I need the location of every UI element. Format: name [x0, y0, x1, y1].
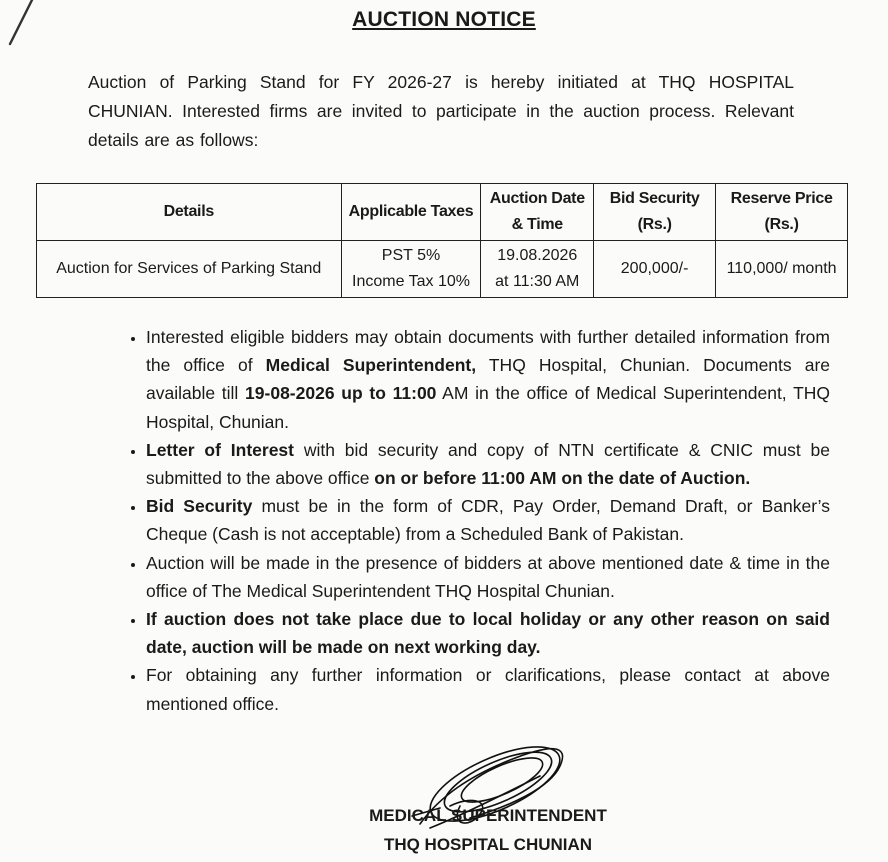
header-security-line1: Bid Security [609, 190, 700, 207]
condition-bold-text: Medical Superintendent, [265, 355, 477, 376]
conditions-list [110, 323, 830, 718]
condition-bold-text: Letter of Interest [146, 439, 294, 460]
header-details: Details [37, 184, 342, 241]
auction-details-table [36, 183, 848, 298]
header-date-line2: & Time [511, 216, 563, 233]
cell-details: Auction for Services of Parking Stand [37, 241, 342, 298]
list-item [146, 323, 830, 436]
list-item [146, 661, 830, 717]
condition-text: with bid security and copy of NTN certificate & CNIC must be submitted to the above office [146, 439, 831, 489]
header-reserve-price [716, 184, 848, 241]
header-bid-security [594, 184, 716, 241]
signatory-designation: MEDICAL SUPERINTENDENT [369, 806, 607, 825]
auction-time: at 11:30 AM [495, 273, 580, 290]
cell-reserve-price: 110,000/ month [716, 241, 848, 298]
condition-bold-text: 19-08-2026 up to 11:00 [245, 383, 437, 404]
table-row [37, 241, 848, 298]
header-auction-date [481, 184, 594, 241]
cell-date-time [481, 241, 594, 298]
condition-bold-text: on or before 11:00 AM on the date of Auction. [374, 468, 751, 489]
condition-text: THQ Hospital, Chunian. Documents are available till [146, 355, 831, 404]
list-item [146, 605, 830, 661]
condition-text: Interested eligible bidders may obtain documents with further detailed information from the office of [146, 327, 830, 376]
auction-date: 19.08.2026 [497, 247, 578, 264]
condition-bold-text: If auction does not take place due to local holiday or any other reason on said date, auction will be made on next working day. [146, 609, 830, 658]
header-date-line1: Auction Date [489, 190, 585, 207]
condition-text: AM in the office of Medical Superintendent, THQ Hospital, Chunian. [146, 383, 831, 432]
cell-bid-security: 200,000/- [594, 241, 716, 298]
tax-pst: PST 5% [381, 247, 441, 264]
intro-paragraph: Auction of Parking Stand for FY 2026-27 is hereby initiated at THQ HOSPITAL CHUNIAN. Interested firms are invited to participate in the auction process. Relevant details are as follows: [88, 72, 794, 150]
signatory-office: THQ HOSPITAL CHUNIAN [383, 835, 593, 854]
header-applicable-taxes: Applicable Taxes [341, 184, 481, 241]
notice-title: AUCTION NOTICE [352, 8, 536, 31]
header-security-line2: (Rs.) [637, 216, 672, 233]
condition-text: must be in the form of CDR, Pay Order, Demand Draft, or Banker’s Cheque (Cash is not acceptable) from a Scheduled Bank of Pakistan. [146, 496, 830, 545]
table-header-row [37, 184, 848, 241]
header-reserve-line2: (Rs.) [764, 216, 799, 233]
list-item [146, 436, 830, 492]
condition-text: Auction will be made in the presence of bidders at above mentioned date & time in the office of The Medical Superintendent THQ Hospital Chunian. [146, 552, 830, 601]
condition-text: For obtaining any further information or clarifications, please contact at above mentioned office. [146, 665, 830, 714]
header-reserve-line1: Reserve Price [730, 190, 833, 207]
list-item [146, 549, 830, 605]
condition-bold-text: Bid Security [146, 496, 253, 517]
cell-taxes [341, 241, 481, 298]
list-item [146, 492, 830, 548]
tax-income: Income Tax 10% [352, 273, 470, 290]
